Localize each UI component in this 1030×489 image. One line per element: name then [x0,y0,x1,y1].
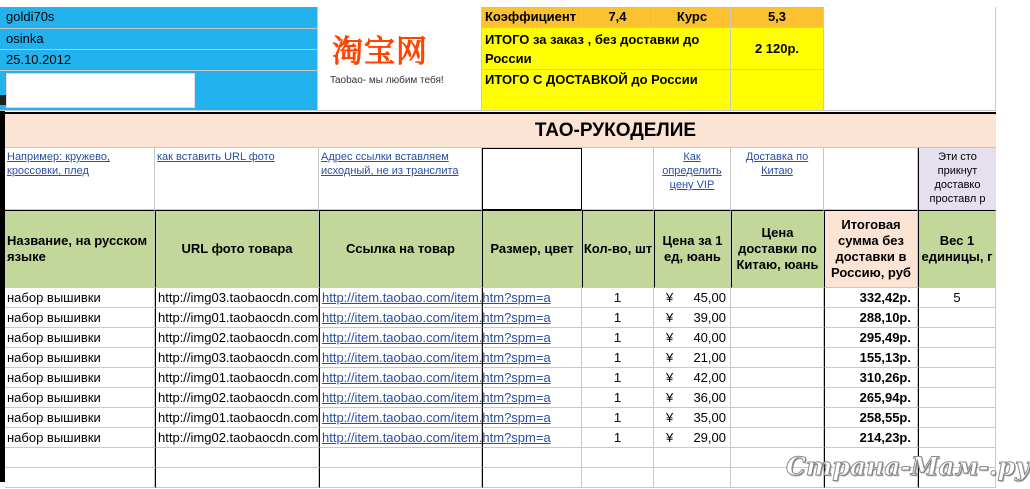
cell-qty[interactable]: 1 [582,308,654,328]
hint-row [5,148,996,210]
cell-qty[interactable]: 1 [582,368,654,388]
price-value: 35,00 [693,410,726,425]
cell-photo[interactable]: http://img03.taobaocdn.com [155,348,319,368]
cell-size[interactable] [482,428,582,448]
cell-size[interactable] [482,408,582,428]
cell-name[interactable] [5,448,155,468]
cell-weight[interactable] [918,388,996,408]
cell-total[interactable]: 214,23р. [824,428,918,448]
cell-link[interactable]: http://item.taobao.com/item.htm?spm=a [319,368,482,388]
total-label: ИТОГО за заказ , без доставки до России [482,28,731,70]
cell-size[interactable] [482,328,582,348]
cell-size[interactable] [482,468,582,488]
cell-total[interactable]: 310,26р. [824,368,918,388]
cell-price[interactable] [654,348,731,368]
price-value: 39,00 [693,310,726,325]
cell-total[interactable]: 265,94р. [824,388,918,408]
cell-delivery[interactable] [731,308,824,328]
cell-size[interactable] [482,388,582,408]
table-row [5,288,996,308]
cell-name[interactable]: набор вышивки [5,388,155,408]
cell-delivery[interactable] [731,328,824,348]
cell-weight[interactable] [918,428,996,448]
cell-weight[interactable] [918,408,996,428]
cell-total[interactable]: 295,49р. [824,328,918,348]
white-overlay-box [6,73,195,108]
hint-price[interactable] [654,148,731,210]
table-row [5,368,996,388]
cell-qty[interactable]: 1 [582,288,654,308]
logo-cell [318,7,482,111]
header-row [5,210,996,288]
header-name: Название, на русском языке [5,210,155,288]
koef-value[interactable]: 7,4 [582,7,654,28]
hint-delivery-link[interactable]: Доставка по Китаю [745,151,809,177]
currency-sign: ¥ [666,390,674,405]
currency-sign: ¥ [666,350,674,365]
hint-size-selected[interactable] [482,148,582,210]
cell-total[interactable]: 258,55р. [824,408,918,428]
cell-size[interactable] [482,448,582,468]
cell-link[interactable]: http://item.taobao.com/item.htm?spm=a [319,328,482,348]
total-delivery-value[interactable] [731,70,824,111]
cell-price[interactable] [654,368,731,388]
cell-photo[interactable]: http://img02.taobaocdn.com [155,428,319,448]
cell-link[interactable]: http://item.taobao.com/item.htm?spm=a [319,308,482,328]
cell-name[interactable]: набор вышивки [5,368,155,388]
price-value: 40,00 [693,330,726,345]
cell-name[interactable]: набор вышивки [5,408,155,428]
currency-sign: ¥ [666,310,674,325]
cell-photo[interactable]: http://img01.taobaocdn.com [155,368,319,388]
hint-price-link[interactable]: Как определить цену VIP [662,151,722,191]
cell-delivery[interactable] [731,388,824,408]
sheet-title: ТАО-РУКОДЕЛИЕ [5,112,996,148]
cell-price[interactable] [654,428,731,448]
currency-sign: ¥ [666,370,674,385]
cell-qty[interactable]: 1 [582,428,654,448]
hint-name-link[interactable]: Например: кружево, кроссовки, плед [7,151,110,177]
hint-photo[interactable] [155,148,319,210]
cell-name[interactable]: набор вышивки [5,308,155,328]
hint-name[interactable] [5,148,155,210]
cell-link[interactable] [319,448,482,468]
header-link: Ссылка на товар [319,210,482,288]
cell-weight[interactable] [918,368,996,388]
price-value: 42,00 [693,370,726,385]
currency-sign: ¥ [666,330,674,345]
cell-weight[interactable] [918,308,996,328]
cell-delivery[interactable] [731,348,824,368]
cell-total[interactable]: 155,13р. [824,348,918,368]
hint-photo-link[interactable]: как вставить URL фото [157,151,275,163]
table-row [5,388,996,408]
cell-name[interactable] [5,468,155,488]
cell-link[interactable]: http://item.taobao.com/item.htm?spm=a [319,388,482,408]
header-total: Итоговая сумма без доставки в Россию, руб [824,210,918,288]
kurs-value[interactable]: 5,3 [731,7,824,28]
price-value: 21,00 [693,350,726,365]
cell-price[interactable] [654,468,731,488]
table-row [5,428,996,448]
currency-sign: ¥ [666,410,674,425]
hint-delivery[interactable] [731,148,824,210]
total-value[interactable]: 2 120р. [731,28,824,70]
watermark: Страна-Мам-.ру [786,452,1030,481]
cell-photo[interactable]: http://img01.taobaocdn.com [155,408,319,428]
cell-qty[interactable]: 1 [582,328,654,348]
currency-sign: ¥ [666,430,674,445]
cell-name[interactable]: набор вышивки [5,348,155,368]
cell-photo[interactable]: http://img02.taobaocdn.com [155,328,319,348]
cell-size[interactable] [482,348,582,368]
cursor-marker [0,95,6,105]
cell-delivery[interactable] [731,368,824,388]
price-value: 45,00 [693,290,726,305]
cell-delivery[interactable] [731,428,824,448]
cell-delivery[interactable] [731,408,824,428]
cell-price[interactable] [654,448,731,468]
header-price: Цена за 1 ед, юань [654,210,731,288]
cell-size[interactable] [482,368,582,388]
cell-date[interactable]: 25.10.2012 [0,50,318,71]
total-delivery-label: ИТОГО С ДОСТАВКОЙ до России [482,70,731,111]
cell-price[interactable] [654,388,731,408]
top-section [0,0,996,112]
hint-total[interactable] [824,148,918,210]
cell-weight[interactable] [918,348,996,368]
cell-price[interactable] [654,328,731,348]
cell-name[interactable]: набор вышивки [5,288,155,308]
cell-qty[interactable] [582,448,654,468]
table-row [5,328,996,348]
currency-sign: ¥ [666,290,674,305]
header-weight: Вес 1 единицы, г [918,210,996,288]
hint-weight: Эти сто прикнут доставко проставл р [918,148,996,210]
header-delivery: Цена доставки по Китаю, юань [731,210,824,288]
cell-price[interactable] [654,288,731,308]
cell-delivery[interactable] [731,288,824,308]
hint-link-link[interactable]: Адрес ссылки вставляем исходный, не из транслита [321,151,459,177]
cell-total[interactable]: 288,10р. [824,308,918,328]
cell-photo[interactable]: http://img03.taobaocdn.com [155,288,319,308]
hint-qty[interactable] [582,148,654,210]
cell-photo[interactable] [155,468,319,488]
header-size: Размер, цвет [482,210,582,288]
cell-link[interactable]: http://item.taobao.com/item.htm?spm=a [319,348,482,368]
cell-name[interactable]: набор вышивки [5,328,155,348]
cell-size[interactable] [482,308,582,328]
cell-size[interactable] [482,288,582,308]
cell-link[interactable]: http://item.taobao.com/item.htm?spm=a [319,408,482,428]
logo-tagline: Taobao- мы любим тебя! [330,75,444,86]
cell-total[interactable]: 332,42р. [824,288,918,308]
koef-label: Коэффициент [482,7,582,28]
cell-price[interactable] [654,308,731,328]
cell-link[interactable] [319,468,482,488]
cell-photo[interactable]: http://img02.taobaocdn.com [155,388,319,408]
cell-qty[interactable]: 1 [582,408,654,428]
cell-name[interactable]: набор вышивки [5,428,155,448]
header-qty: Кол-во, шт [582,210,654,288]
cell-weight[interactable]: 5 [918,288,996,308]
kurs-label: Курс [654,7,731,28]
table-row [5,348,996,368]
cell-weight[interactable] [918,328,996,348]
taobao-logo: 淘宝网 [332,34,428,70]
table-row [5,408,996,428]
price-value: 36,00 [693,390,726,405]
cell-top-right[interactable] [824,7,996,111]
hint-link[interactable] [319,148,482,210]
table-row [5,308,996,328]
cell-user2[interactable]: osinka [0,29,318,50]
cell-qty[interactable]: 1 [582,348,654,368]
price-value: 29,00 [693,430,726,445]
cell-link[interactable]: http://item.taobao.com/item.htm?spm=a [319,428,482,448]
cell-user[interactable]: goldi70s [0,7,318,29]
cell-price[interactable] [654,408,731,428]
cell-photo[interactable] [155,448,319,468]
header-photo: URL фото товара [155,210,319,288]
cell-link[interactable]: http://item.taobao.com/item.htm?spm=a [319,288,482,308]
cell-qty[interactable]: 1 [582,388,654,408]
cell-qty[interactable] [582,468,654,488]
cell-photo[interactable]: http://img01.taobaocdn.com [155,308,319,328]
